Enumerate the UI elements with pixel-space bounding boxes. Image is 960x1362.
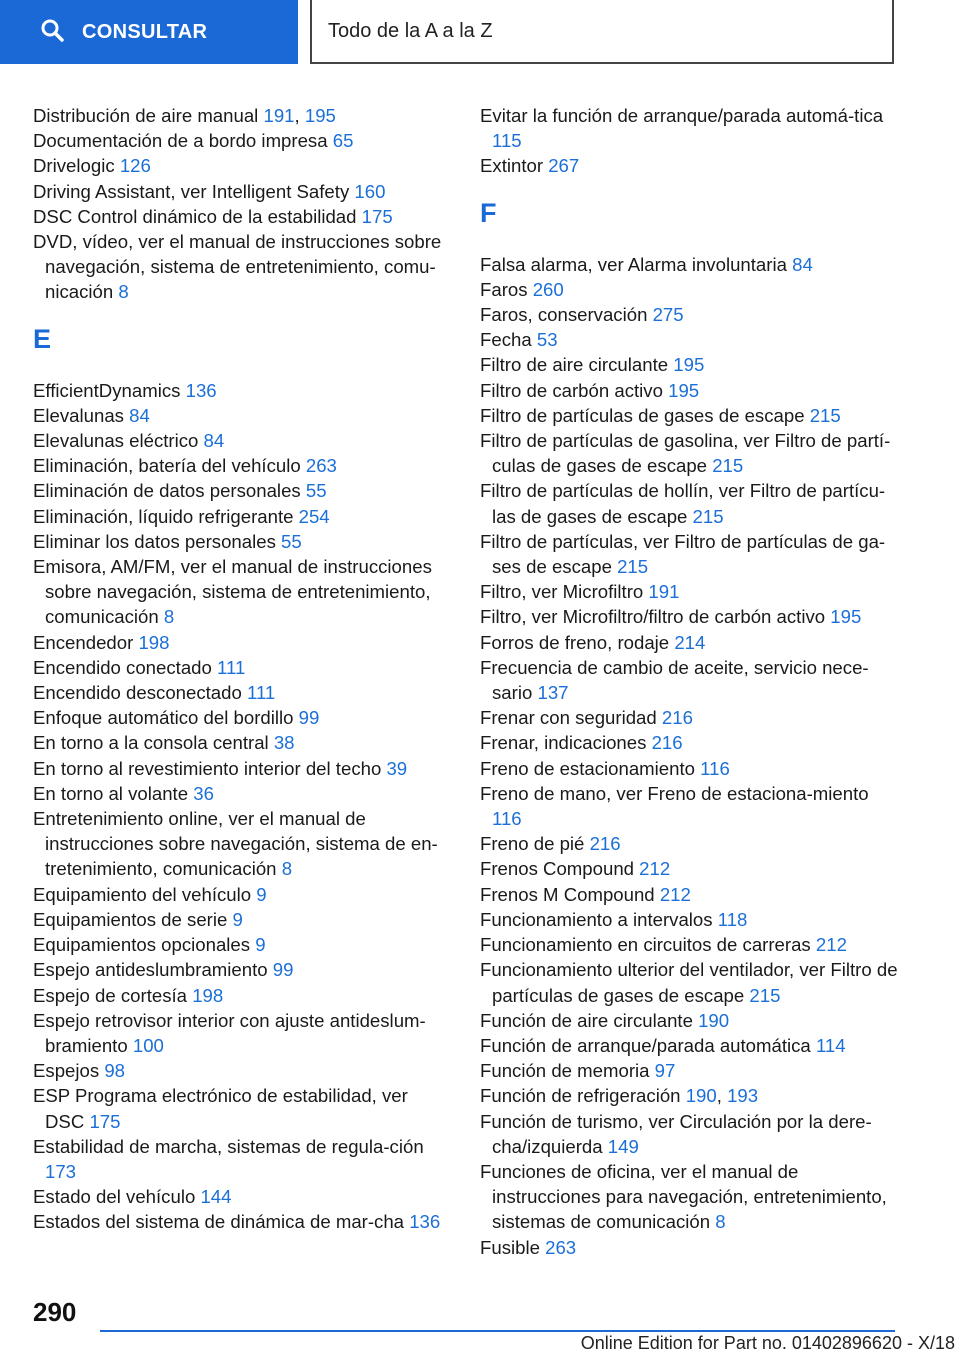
- page-link[interactable]: 84: [203, 430, 225, 452]
- entry-text: Estados del sistema de dinámica de mar‐cha: [33, 1211, 405, 1233]
- entry-text: Filtro de partículas de hollín, ver Filtro de partícu‐las de gases de escape: [480, 480, 886, 527]
- page-link[interactable]: 191: [648, 581, 680, 603]
- page-link[interactable]: 98: [104, 1060, 126, 1082]
- entry-text: Espejo de cortesía: [33, 984, 188, 1006]
- page-link[interactable]: 212: [639, 858, 671, 880]
- entry-text: Funcionamiento ulterior del ventilador, ver Filtro de partículas de gases de escape: [480, 959, 898, 1006]
- index-entry: [33, 680, 451, 705]
- index-entry: [480, 378, 900, 403]
- page-number: 290: [33, 1297, 77, 1327]
- entry-text: Encendido desconectado: [33, 682, 242, 704]
- page-link[interactable]: 198: [192, 984, 224, 1006]
- footer-edition: Online Edition for Part no. 01402896620 - X/18: [580, 1333, 955, 1353]
- index-entry: [480, 630, 900, 655]
- search-icon: [40, 18, 64, 47]
- index-entry: [480, 302, 900, 327]
- index-column-right: [480, 103, 900, 1260]
- page-link[interactable]: 216: [589, 833, 621, 855]
- entry-text: Equipamientos opcionales: [33, 934, 251, 956]
- entry-text: EfficientDynamics: [33, 379, 181, 401]
- page-link[interactable]: 136: [409, 1211, 441, 1233]
- index-entry: [33, 478, 451, 503]
- page-link[interactable]: 214: [674, 631, 706, 653]
- entry-text: Funcionamiento en circuitos de carreras: [480, 934, 811, 956]
- page-link[interactable]: 116: [492, 808, 522, 830]
- page-link[interactable]: 9: [256, 883, 267, 905]
- index-entry: [480, 932, 900, 957]
- index-entry: [480, 579, 900, 604]
- entry-text: Freno de pié: [480, 833, 585, 855]
- index-entry: [33, 1083, 451, 1133]
- entry-text: Función de arranque/parada automática: [480, 1034, 811, 1056]
- index-entry: [480, 1235, 900, 1260]
- page-link[interactable]: 84: [792, 253, 813, 275]
- entry-text: Filtro, ver Microfiltro/filtro de carbón activo: [480, 606, 826, 628]
- index-entry: [480, 705, 900, 730]
- page-link[interactable]: 9: [255, 934, 266, 956]
- index-entry: [480, 478, 900, 528]
- entry-text: Filtro de partículas de gasolina, ver Filtro de partí‐culas de gases de escape: [480, 430, 891, 477]
- page-link[interactable]: 198: [138, 631, 170, 653]
- page-link[interactable]: 216: [661, 707, 693, 729]
- index-entry: [480, 153, 900, 178]
- index-entry: [480, 1058, 900, 1083]
- page-link[interactable]: 149: [607, 1135, 639, 1157]
- entry-text: Frenos Compound: [480, 858, 634, 880]
- index-entry: [33, 983, 451, 1008]
- entry-text: Fusible: [480, 1236, 540, 1258]
- index-entry: [33, 1134, 451, 1184]
- entry-text: Estabilidad de marcha, sistemas de regula‐ción: [33, 1135, 424, 1157]
- entry-text: Filtro de carbón activo: [480, 379, 663, 401]
- page-link[interactable]: 263: [305, 455, 337, 477]
- page-link[interactable]: 191: [263, 105, 295, 126]
- page-link[interactable]: 111: [217, 656, 246, 678]
- entry-text: Encendedor: [33, 631, 134, 653]
- entry-text: Faros: [480, 278, 528, 300]
- entry-text: ESP Programa electrónico de estabilidad, ver DSC: [33, 1085, 408, 1132]
- index-entry: [33, 453, 451, 478]
- index-entry: [33, 204, 451, 229]
- index-entry: [33, 957, 451, 982]
- page-link[interactable]: 190: [698, 1009, 730, 1031]
- index-entry: [33, 730, 451, 755]
- entry-text: Entretenimiento online, ver el manual de instrucciones sobre navegación, sistema de en‐tretenimiento, comunicación: [33, 808, 438, 880]
- entry-text: Eliminación, batería del vehículo: [33, 455, 301, 477]
- entry-text: Documentación de a bordo impresa: [33, 130, 328, 152]
- page-link[interactable]: 195: [673, 354, 705, 376]
- tab-title: Todo de la A a la Z: [328, 19, 493, 42]
- index-entry: [480, 882, 900, 907]
- page-link[interactable]: 160: [354, 180, 386, 202]
- consult-label: CONSULTAR: [82, 20, 208, 43]
- page-link[interactable]: 118: [717, 908, 748, 930]
- page-link[interactable]: 9: [232, 908, 243, 930]
- index-entry: [480, 730, 900, 755]
- entry-text: Driving Assistant, ver Intelligent Safety: [33, 180, 350, 202]
- section-letter-e: E: [33, 323, 52, 354]
- page-link[interactable]: 260: [532, 278, 564, 300]
- entry-text: Función de turismo, ver Circulación por la dere‐cha/izquierda: [480, 1110, 872, 1157]
- index-entry: [33, 655, 451, 680]
- page-link[interactable]: 100: [132, 1034, 164, 1056]
- index-entry: [480, 529, 900, 579]
- entry-text: Espejo retrovisor interior con ajuste antideslum‐bramiento: [33, 1009, 426, 1056]
- index-entry: [480, 856, 900, 881]
- entry-list-e-cont: [480, 103, 900, 179]
- page-link[interactable]: 173: [45, 1160, 77, 1182]
- index-entry: [33, 1058, 451, 1083]
- page-link[interactable]: 65: [332, 130, 354, 152]
- index-entry: [33, 128, 451, 153]
- index-entry: Función de refrigeración 190, 193: [480, 1085, 759, 1107]
- entry-text: Forros de freno, rodaje: [480, 631, 670, 653]
- index-entry: [480, 428, 900, 478]
- index-entry: [480, 756, 900, 781]
- entry-text: Elevalunas: [33, 404, 124, 426]
- page-link[interactable]: 215: [749, 984, 781, 1006]
- page-link[interactable]: 8: [118, 281, 129, 303]
- page-link[interactable]: 212: [659, 883, 691, 905]
- index-entry: [33, 756, 451, 781]
- entry-text: Frenar, indicaciones: [480, 732, 647, 754]
- index-entry: [480, 327, 900, 352]
- page-link[interactable]: 144: [200, 1186, 232, 1208]
- index-entry: [33, 932, 451, 957]
- index-entry: [33, 907, 451, 932]
- entry-text: Equipamientos de serie: [33, 908, 228, 930]
- page-link[interactable]: 137: [537, 682, 569, 704]
- page-link[interactable]: 111: [247, 682, 276, 704]
- footer-divider: [100, 1330, 895, 1332]
- entry-text: Extintor: [480, 155, 544, 177]
- index-entry: [33, 403, 451, 428]
- page-link[interactable]: 55: [281, 530, 302, 552]
- index-entry: [480, 604, 900, 629]
- page-link[interactable]: 97: [654, 1060, 676, 1082]
- entry-text: Función de refrigeración: [480, 1085, 681, 1107]
- index-entry: [33, 229, 451, 305]
- page-link[interactable]: 215: [809, 404, 841, 426]
- index-entry: [33, 428, 451, 453]
- entry-text: Encendido conectado: [33, 656, 212, 678]
- entry-text: DSC Control dinámico de la estabilidad: [33, 205, 357, 227]
- entry-text: Funciones de oficina, ver el manual de instrucciones para navegación, entretenimiento, sistemas de comunicación: [480, 1160, 887, 1233]
- entry-text: Freno de estacionamiento: [480, 757, 695, 779]
- page-link[interactable]: 8: [281, 858, 293, 880]
- index-entry: [480, 831, 900, 856]
- index-entry: [480, 1008, 900, 1033]
- entry-text: Eliminación, líquido refrigerante: [33, 505, 294, 527]
- entry-text: Falsa alarma, ver Alarma involuntaria: [480, 253, 787, 275]
- entry-list-e: [33, 378, 451, 1235]
- entry-text: En torno a la consola central: [33, 732, 269, 754]
- index-entry: [33, 806, 451, 882]
- entry-text: Elevalunas eléctrico: [33, 430, 199, 452]
- index-entry: [480, 655, 900, 705]
- page-link[interactable]: 275: [652, 304, 684, 326]
- index-entry: [33, 705, 451, 730]
- page-link[interactable]: 195: [304, 105, 336, 126]
- page-link[interactable]: 115: [492, 130, 522, 152]
- index-entry: [480, 352, 900, 377]
- page-link[interactable]: 8: [715, 1211, 726, 1233]
- entry-text: En torno al revestimiento interior del techo: [33, 757, 382, 779]
- page-link[interactable]: 36: [193, 782, 214, 804]
- page-link[interactable]: 38: [273, 732, 295, 754]
- index-entry: [33, 781, 451, 806]
- entry-text: Emisora, AM/FM, ver el manual de instrucciones sobre navegación, sistema de entretenimiento, comunicación: [33, 556, 432, 628]
- entry-text: Faros, conservación: [480, 304, 648, 326]
- entry-text: Función de aire circulante: [480, 1009, 693, 1031]
- index-entry: [33, 630, 451, 655]
- index-entry: [480, 1159, 900, 1235]
- page-link[interactable]: 193: [727, 1085, 759, 1107]
- index-entry: [480, 957, 900, 1007]
- entry-text: Eliminación de datos personales: [33, 480, 301, 502]
- page-link[interactable]: 267: [548, 155, 580, 177]
- consult-button[interactable]: [0, 0, 298, 64]
- index-entry: [33, 554, 451, 630]
- page-link[interactable]: 195: [830, 606, 862, 628]
- entry-text: Eliminar los datos personales: [33, 530, 276, 552]
- entry-text: Frenos M Compound: [480, 883, 655, 905]
- index-column-left: [33, 103, 451, 1235]
- entry-text: Funcionamiento a intervalos: [480, 908, 713, 930]
- page-link[interactable]: 215: [617, 556, 649, 578]
- page-link[interactable]: 263: [545, 1236, 577, 1258]
- page-link[interactable]: 212: [815, 934, 847, 956]
- page-link[interactable]: 136: [185, 379, 217, 401]
- page-link[interactable]: 216: [651, 732, 683, 754]
- page-link[interactable]: 39: [386, 757, 408, 779]
- index-entry: [33, 529, 451, 554]
- entry-list-f: [480, 252, 900, 1260]
- section-letter-f: F: [480, 197, 497, 228]
- page-link[interactable]: 190: [685, 1085, 717, 1107]
- index-entry: Distribución de aire manual 191, 195: [33, 105, 336, 126]
- page-link[interactable]: 215: [692, 505, 724, 527]
- entry-text: Evitar la función de arranque/parada automá‐tica: [480, 105, 884, 126]
- index-entry: [480, 277, 900, 302]
- index-entry: [480, 1033, 900, 1058]
- entry-text: Estado del vehículo: [33, 1186, 196, 1208]
- index-entry: [33, 378, 451, 403]
- entry-text: Filtro de aire circulante: [480, 354, 669, 376]
- index-entry: [480, 103, 900, 153]
- page-link[interactable]: 114: [815, 1034, 846, 1056]
- page-link[interactable]: 55: [305, 480, 327, 502]
- index-entry: [33, 179, 451, 204]
- page-link[interactable]: 116: [700, 757, 730, 779]
- entry-text: Enfoque automático del bordillo: [33, 707, 294, 729]
- entry-text: Frenar con seguridad: [480, 707, 657, 729]
- entry-text: Espejo antideslumbramiento: [33, 959, 268, 981]
- entry-text: Espejos: [33, 1060, 100, 1082]
- tab-a-to-z[interactable]: [310, 0, 894, 64]
- page-link[interactable]: 126: [119, 155, 151, 177]
- page-link[interactable]: 99: [298, 707, 320, 729]
- entry-text: Filtro de partículas de gases de escape: [480, 404, 805, 426]
- page-link[interactable]: 195: [668, 379, 700, 401]
- page-link[interactable]: 175: [361, 205, 393, 227]
- entry-text: En torno al volante: [33, 782, 189, 804]
- entry-text: Equipamiento del vehículo: [33, 883, 252, 905]
- index-entry: [480, 781, 900, 831]
- index-entry: [480, 1109, 900, 1159]
- entry-text: DVD, vídeo, ver el manual de instrucciones sobre navegación, sistema de entretenimiento, comu‐nicación: [33, 231, 442, 303]
- index-entry: [480, 403, 900, 428]
- page-link[interactable]: 175: [89, 1110, 121, 1132]
- page-link[interactable]: 254: [298, 505, 330, 527]
- entry-text: Filtro de partículas, ver Filtro de partículas de ga‐ses de escape: [480, 530, 886, 578]
- entry-text: Distribución de aire manual: [33, 105, 259, 126]
- entry-text: Filtro, ver Microfiltro: [480, 581, 644, 603]
- entry-text: Fecha: [480, 329, 532, 351]
- page-link[interactable]: 99: [272, 959, 294, 981]
- page-link[interactable]: 215: [712, 455, 744, 477]
- page-link[interactable]: 84: [129, 404, 150, 426]
- index-entry: [33, 1209, 451, 1234]
- index-entry: [33, 504, 451, 529]
- entry-list-d: [33, 103, 451, 305]
- index-entry: [33, 1008, 451, 1058]
- page-link[interactable]: 53: [536, 329, 558, 351]
- entry-text: Función de memoria: [480, 1060, 650, 1082]
- index-entry: [480, 907, 900, 932]
- index-entry: [33, 1184, 451, 1209]
- entry-text: Frecuencia de cambio de aceite, servicio nece‐sario: [480, 656, 869, 704]
- entry-text: Drivelogic: [33, 155, 115, 177]
- entry-text: Freno de mano, ver Freno de estaciona‐miento: [480, 782, 869, 804]
- index-entry: [33, 153, 451, 178]
- index-entry: [480, 252, 900, 277]
- index-entry: [33, 882, 451, 907]
- page-link[interactable]: 8: [163, 606, 175, 628]
